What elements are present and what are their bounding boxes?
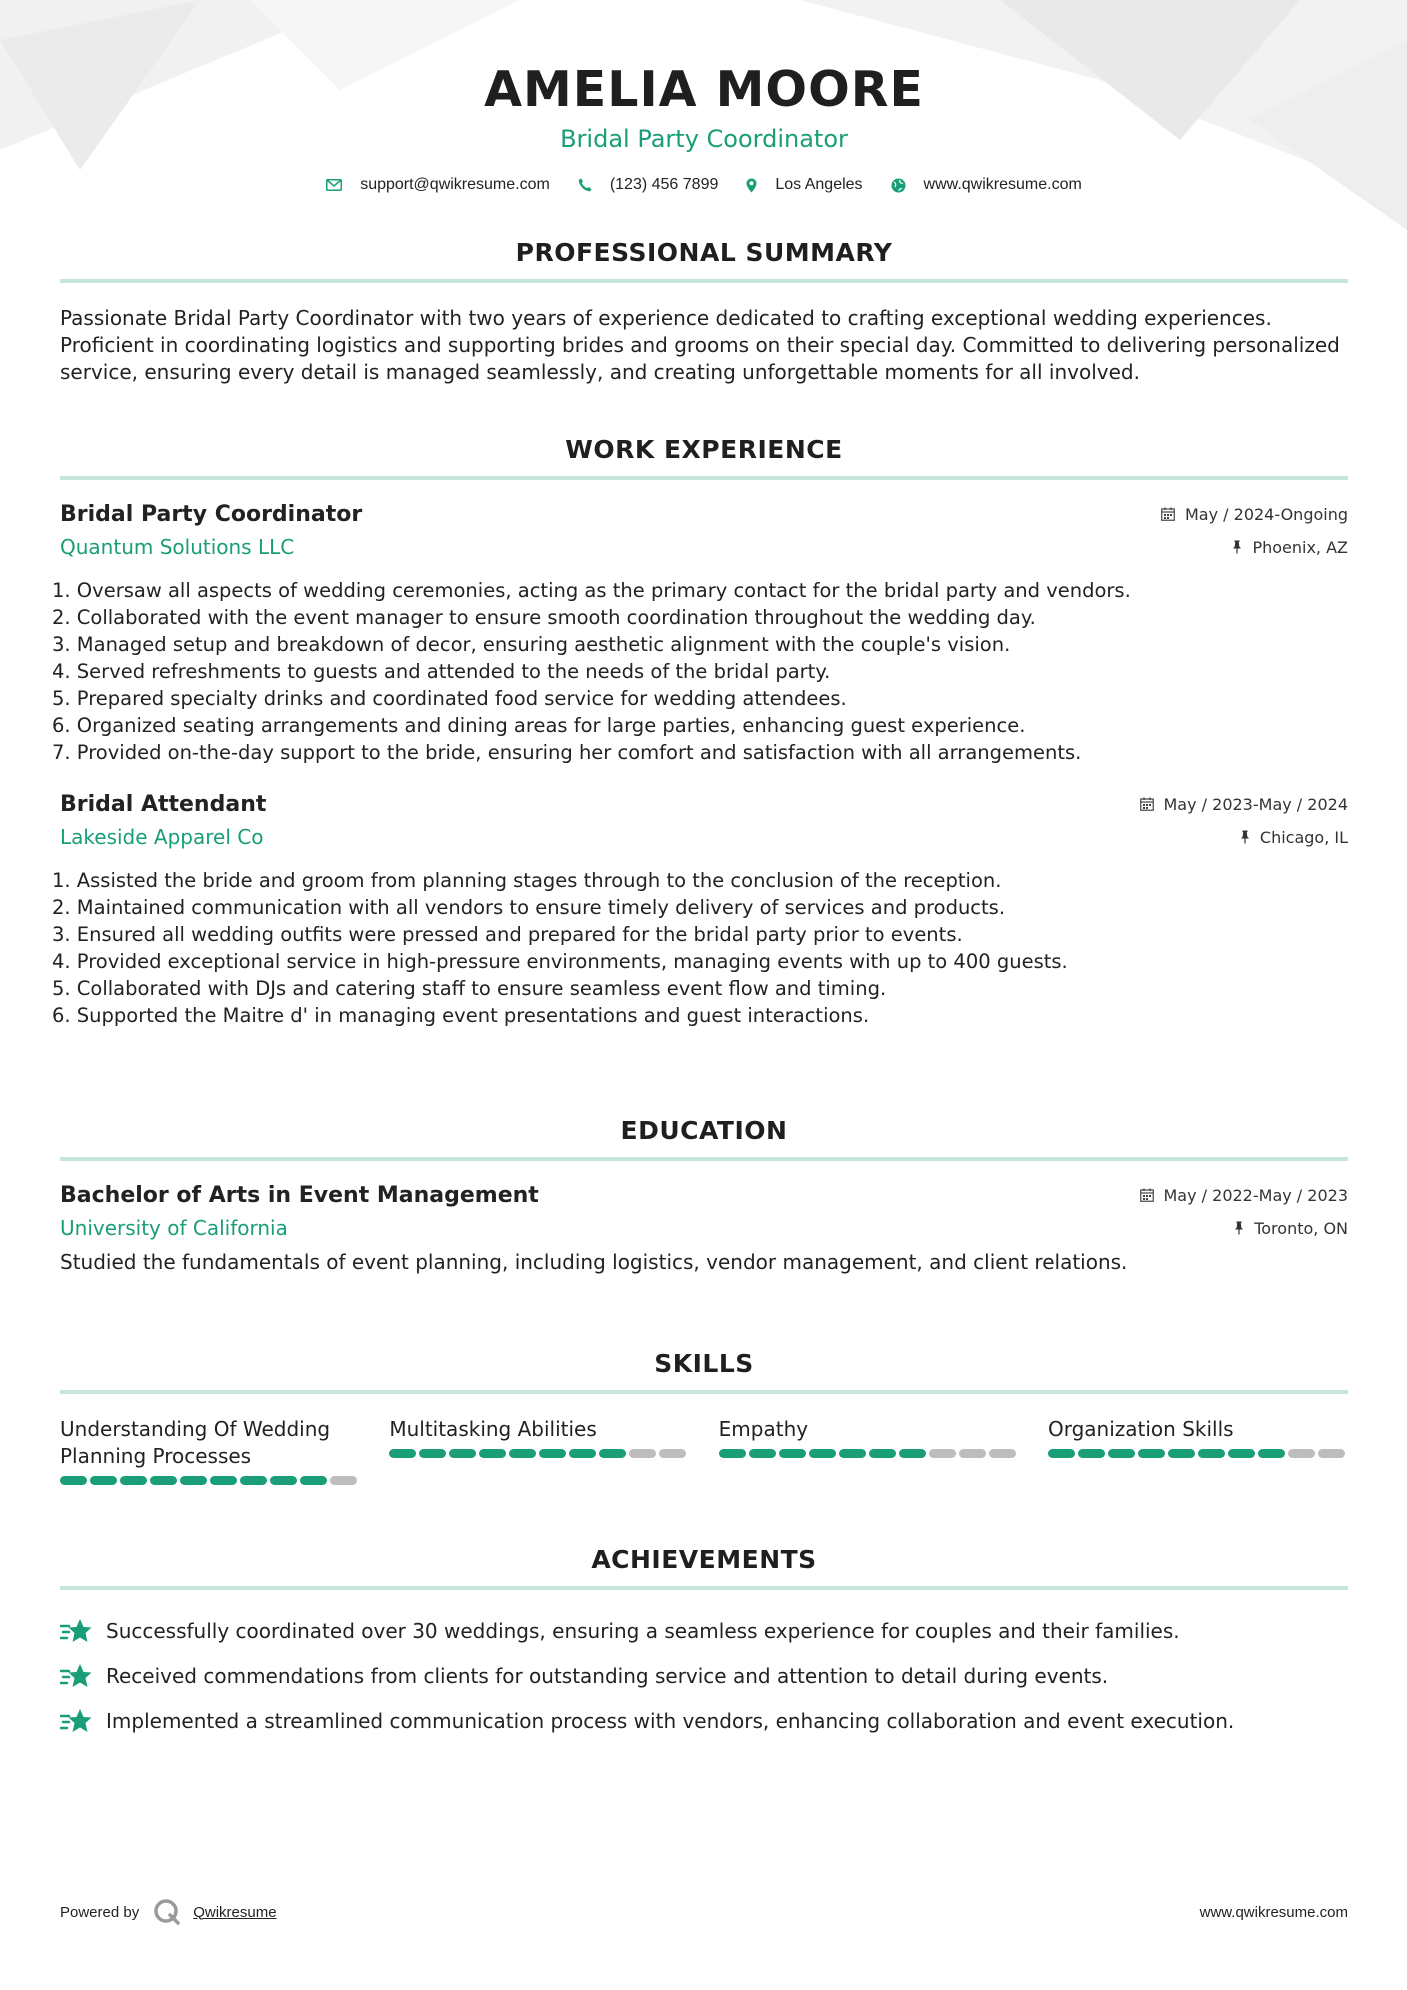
summary-text: Passionate Bridal Party Coordinator with two years of experience dedicated to crafting exceptional wedding experiences. Proficient in coordinating logistics and supporting brides and grooms on their special day. Committed to delivering personalized service, ensuring every detail is managed seamlessly, and creating unforgettable moments for all involved. <box>60 306 1340 384</box>
list-item: 3. Managed setup and breakdown of decor, ensuring aesthetic alignment with the couple's vision. <box>52 633 1011 656</box>
skill-level-segment-empty <box>659 1449 686 1458</box>
skill-item <box>60 1416 360 1485</box>
skill-level-segment-filled <box>300 1476 327 1485</box>
list-item: 2. Collaborated with the event manager to ensure smooth coordination throughout the wedding day. <box>52 606 1036 629</box>
candidate-name: AMELIA MOORE <box>484 61 924 118</box>
pushpin-icon <box>1240 830 1250 844</box>
skill-level-segment-filled <box>1168 1449 1195 1458</box>
skill-level-segment-empty <box>629 1449 656 1458</box>
list-item: 4. Served refreshments to guests and attended to the needs of the bridal party. <box>52 660 831 683</box>
star-award-icon <box>60 1708 92 1734</box>
skill-item <box>719 1416 1019 1485</box>
job-entry <box>52 502 1348 766</box>
achievements-heading: ACHIEVEMENTS <box>60 1545 1348 1590</box>
job-duties-list <box>52 577 1348 766</box>
skill-level-segment-filled <box>779 1449 806 1458</box>
skill-name: Understanding Of Wedding Planning Processes <box>60 1417 331 1468</box>
skill-level-segment-filled <box>509 1449 536 1458</box>
skill-level-segment-empty <box>989 1449 1016 1458</box>
skill-level-segment-filled <box>1258 1449 1285 1458</box>
footer-website[interactable]: www.qwikresume.com <box>1199 1903 1348 1921</box>
skill-level-segment-filled <box>180 1476 207 1485</box>
skill-level-bar <box>389 1449 689 1458</box>
education-section <box>60 1116 1348 1274</box>
skill-level-segment-filled <box>599 1449 626 1458</box>
job-dates <box>1140 795 1349 814</box>
achievement-text: Successfully coordinated over 30 weddings, ensuring a seamless experience for couples and their families. <box>106 1618 1180 1643</box>
skill-level-segment-filled <box>389 1449 416 1458</box>
contact-location <box>746 176 862 194</box>
pushpin-icon <box>1234 1221 1244 1235</box>
phone-text: (123) 456 7899 <box>609 176 719 193</box>
job-title: Bridal Party Coordinator <box>60 502 363 527</box>
location-text: Los Angeles <box>775 176 863 193</box>
list-item: 1. Oversaw all aspects of wedding ceremonies, acting as the primary contact for the bridal party and vendors. <box>52 579 1131 602</box>
school-name: University of California <box>60 1216 288 1240</box>
list-item: 5. Collaborated with DJs and catering staff to ensure seamless event flow and timing. <box>52 977 887 1000</box>
skill-level-segment-filled <box>1108 1449 1135 1458</box>
pushpin-icon <box>1232 540 1242 554</box>
powered-by-label: Powered by <box>60 1903 140 1921</box>
map-pin-icon <box>746 178 757 193</box>
skill-level-segment-filled <box>60 1476 87 1485</box>
skill-level-bar <box>1048 1449 1348 1458</box>
candidate-title: Bridal Party Coordinator <box>560 125 848 153</box>
powered-by <box>60 1898 277 1926</box>
achievement-text: Received commendations from clients for outstanding service and attention to detail during events. <box>106 1663 1109 1688</box>
job-location <box>1240 828 1348 847</box>
phone-icon <box>578 178 592 192</box>
skill-level-segment-filled <box>569 1449 596 1458</box>
skill-level-segment-filled <box>419 1449 446 1458</box>
skill-level-segment-filled <box>1048 1449 1075 1458</box>
calendar-icon <box>1140 797 1154 811</box>
skill-level-segment-empty <box>929 1449 956 1458</box>
contact-website[interactable] <box>891 176 1082 194</box>
job-dates <box>1161 505 1348 524</box>
job-title: Bridal Attendant <box>60 792 267 817</box>
skills-grid <box>60 1416 1348 1485</box>
skill-item <box>1048 1416 1348 1485</box>
skill-level-segment-filled <box>120 1476 147 1485</box>
skill-level-segment-empty <box>330 1476 357 1485</box>
globe-icon <box>891 178 906 193</box>
resume-page <box>52 0 1348 1733</box>
skill-level-segment-filled <box>539 1449 566 1458</box>
company-name: Quantum Solutions LLC <box>60 535 295 559</box>
achievements-section <box>60 1545 1348 1743</box>
skill-level-segment-filled <box>449 1449 476 1458</box>
skill-level-segment-filled <box>1228 1449 1255 1458</box>
skill-name: Organization Skills <box>1047 1417 1234 1441</box>
list-item: 6. Organized seating arrangements and dining areas for large parties, enhancing guest experience. <box>52 714 1026 737</box>
experience-heading: WORK EXPERIENCE <box>60 435 1348 480</box>
degree-title: Bachelor of Arts in Event Management <box>60 1183 539 1208</box>
skill-level-segment-filled <box>809 1449 836 1458</box>
skills-heading: SKILLS <box>60 1349 1348 1394</box>
list-item: 4. Provided exceptional service in high-pressure environments, managing events with up to 400 guests. <box>52 950 1068 973</box>
contact-email[interactable] <box>326 176 550 194</box>
skill-level-segment-filled <box>270 1476 297 1485</box>
qwikresume-link[interactable]: Qwikresume <box>193 1903 277 1921</box>
skills-section <box>60 1349 1348 1485</box>
education-entry <box>60 1183 1348 1274</box>
qwikresume-logo-icon <box>153 1898 181 1926</box>
job-dates-text: May / 2023-May / 2024 <box>1163 794 1348 814</box>
skill-level-segment-filled <box>869 1449 896 1458</box>
company-name: Lakeside Apparel Co <box>60 825 264 849</box>
skill-level-segment-filled <box>240 1476 267 1485</box>
education-heading: EDUCATION <box>60 1116 1348 1161</box>
skill-item <box>389 1416 689 1485</box>
contact-bar <box>60 176 1348 194</box>
skill-level-bar <box>719 1449 1019 1458</box>
envelope-icon <box>326 179 342 191</box>
education-dates <box>1140 1186 1349 1205</box>
skill-level-segment-filled <box>1198 1449 1225 1458</box>
skill-level-segment-empty <box>1318 1449 1345 1458</box>
star-award-icon <box>60 1618 92 1644</box>
skill-level-segment-filled <box>1078 1449 1105 1458</box>
skill-level-segment-filled <box>839 1449 866 1458</box>
skill-level-segment-filled <box>749 1449 776 1458</box>
education-description: Studied the fundamentals of event planning, including logistics, vendor management, and client relations. <box>60 1250 1128 1274</box>
job-location-text: Chicago, IL <box>1259 827 1348 847</box>
skill-level-segment-filled <box>899 1449 926 1458</box>
website-text: www.qwikresume.com <box>923 176 1082 193</box>
education-location-text: Toronto, ON <box>1254 1218 1348 1238</box>
calendar-icon <box>1161 507 1175 521</box>
list-item: 7. Provided on-the-day support to the bride, ensuring her comfort and satisfaction with all arrangements. <box>52 741 1082 764</box>
achievement-item <box>60 1698 1348 1743</box>
skill-level-segment-filled <box>150 1476 177 1485</box>
achievements-list <box>60 1608 1348 1743</box>
achievement-item <box>60 1608 1348 1653</box>
page-footer <box>60 1898 1348 1926</box>
job-entry <box>52 792 1348 1029</box>
skill-level-segment-filled <box>210 1476 237 1485</box>
list-item: 3. Ensured all wedding outfits were pressed and prepared for the bridal party prior to events. <box>52 923 963 946</box>
job-location-text: Phoenix, AZ <box>1252 537 1348 557</box>
list-item: 5. Prepared specialty drinks and coordinated food service for wedding attendees. <box>52 687 847 710</box>
achievement-item <box>60 1653 1348 1698</box>
summary-section <box>60 238 1348 386</box>
list-item: 6. Supported the Maitre d' in managing event presentations and guest interactions. <box>52 1004 870 1027</box>
education-dates-text: May / 2022-May / 2023 <box>1163 1185 1348 1205</box>
list-item: 2. Maintained communication with all vendors to ensure timely delivery of services and products. <box>52 896 1006 919</box>
job-dates-text: May / 2024-Ongoing <box>1185 504 1348 524</box>
achievement-text: Implemented a streamlined communication process with vendors, enhancing collaboration and event execution. <box>106 1708 1235 1733</box>
job-duties-list <box>52 867 1348 1029</box>
skill-level-segment-filled <box>1138 1449 1165 1458</box>
skill-name: Empathy <box>718 1417 809 1441</box>
education-location <box>1234 1219 1348 1238</box>
job-location <box>1232 538 1348 557</box>
skill-level-segment-filled <box>479 1449 506 1458</box>
skill-level-bar <box>60 1476 360 1485</box>
calendar-icon <box>1140 1188 1154 1202</box>
list-item: 1. Assisted the bride and groom from planning stages through to the conclusion of the reception. <box>52 869 1002 892</box>
resume-header <box>60 0 1348 194</box>
skill-level-segment-filled <box>719 1449 746 1458</box>
email-text: support@qwikresume.com <box>360 176 550 193</box>
star-award-icon <box>60 1663 92 1689</box>
contact-phone[interactable] <box>578 176 719 194</box>
summary-heading: PROFESSIONAL SUMMARY <box>60 238 1348 283</box>
skill-level-segment-filled <box>90 1476 117 1485</box>
skill-name: Multitasking Abilities <box>389 1417 597 1441</box>
skill-level-segment-empty <box>959 1449 986 1458</box>
experience-section <box>52 435 1348 1029</box>
skill-level-segment-empty <box>1288 1449 1315 1458</box>
